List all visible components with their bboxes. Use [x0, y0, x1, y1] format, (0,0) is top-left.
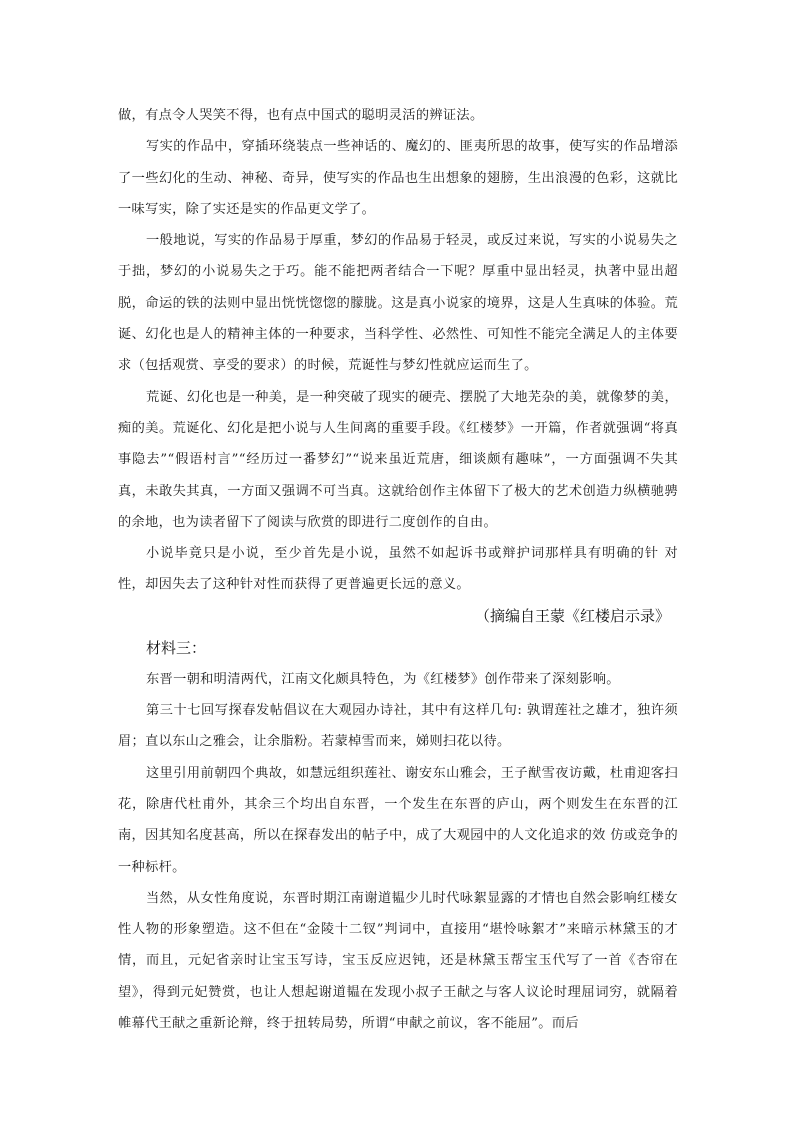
paragraph: 小说毕竟只是小说，至少首先是小说，虽然不如起诉书或辩护词那样具有明确的针 对性，却因失去了这种针对性而获得了更普遍更长远的意义。: [118, 546, 678, 593]
paragraph: 当然，从女性角度说，东晋时期江南谢道韫少儿时代咏絮显露的才情也自然会影响红楼女性人物的形象塑造。这不但在“金陵十二钗”判词中，直接用“堪怜咏絮才”来暗示林黛玉的才情，而且，元妃省亲时让宝玉写诗，宝玉反应迟钝，还是林黛玉帮宝玉代写了一首《杏帘在望》，得到元妃赞赏，也让人想起谢道韫在发现小叔子王献之与客人议论时理屈词穷，就隔着帷幕代王献之重新论辩，终于扭转局势，所谓“申献之前议，客不能屈”。而后: [118, 890, 678, 1032]
paragraph: 写实的作品中，穿插环绕装点一些神话的、魔幻的、匪夷所思的故事，使写实的作品增添了一些幻化的生动、神秘、奇异，使写实的作品也生出想象的翅膀，生出浪漫的色彩，这就比一味写实，除了实还是实的作品更文学了。: [118, 139, 678, 217]
source-citation: （摘编自王蒙《红楼启示录》: [474, 606, 670, 625]
paragraph: 一般地说，写实的作品易于厚重，梦幻的作品易于轻灵，或反过来说，写实的小说易失之于拙，梦幻的小说易失之于巧。能不能把两者结合一下呢？厚重中显出轻灵，执著中显出超脱，命运的铁的法则中显出恍恍惚惚的朦胧。这是真小说家的境界，这是人生真味的体验。荒诞、幻化也是人的精神主体的一种要求，当科学性、必然性、可知性不能完全满足人的主体要求（包括观赏、享受的要求）的时候，荒诞性与梦幻性就应运而生了。: [118, 233, 678, 374]
paragraph: 东晋一朝和明清两代，江南文化颇具特色，为《红楼梦》创作带来了深刻影响。: [146, 671, 620, 687]
paragraph: 第三十七回写探春发帖倡议在大观园办诗社，其中有这样几句: 孰谓莲社之雄才，独许须眉；直以东山之雅会，让余脂粉。若蒙棹雪而来，娣则扫花以待。: [118, 703, 678, 750]
paragraph: 做，有点令人哭笑不得，也有点中国式的聪明灵活的辨证法。: [118, 108, 484, 123]
document-body: [118, 100, 678, 1039]
paragraph: 这里引用前朝四个典故，如慧远组织莲社、谢安东山雅会，王子猷雪夜访戴，杜甫迎客扫花，除唐代杜甫外，其余三个均出自东晋，一个发生在东晋的庐山，两个则发生在东晋的江南，因其知名度甚高，所以在探春发出的帖子中，成了大观园中的人文化追求的效 仿或竞争的一种标杆。: [118, 765, 678, 875]
paragraph: 荒诞、幻化也是一种美，是一种突破了现实的硬壳、摆脱了大地芜杂的美，就像梦的美，痴的美。荒诞化、幻化是把小说与人生间离的重要手段。《红楼梦》一开篇，作者就强调“将真事隐去”“假语村言”“经历过一番梦幻”“说来虽近荒唐，细谈颇有趣味”，一方面强调不失其真，未敢失其真，一方面又强调不可当真。这就给创作主体留下了极大的艺术创造力纵横驰骋的余地，也为读者留下了阅读与欣赏的即进行二度创作的自由。: [118, 389, 678, 530]
section-heading: 材料三：: [146, 638, 207, 657]
